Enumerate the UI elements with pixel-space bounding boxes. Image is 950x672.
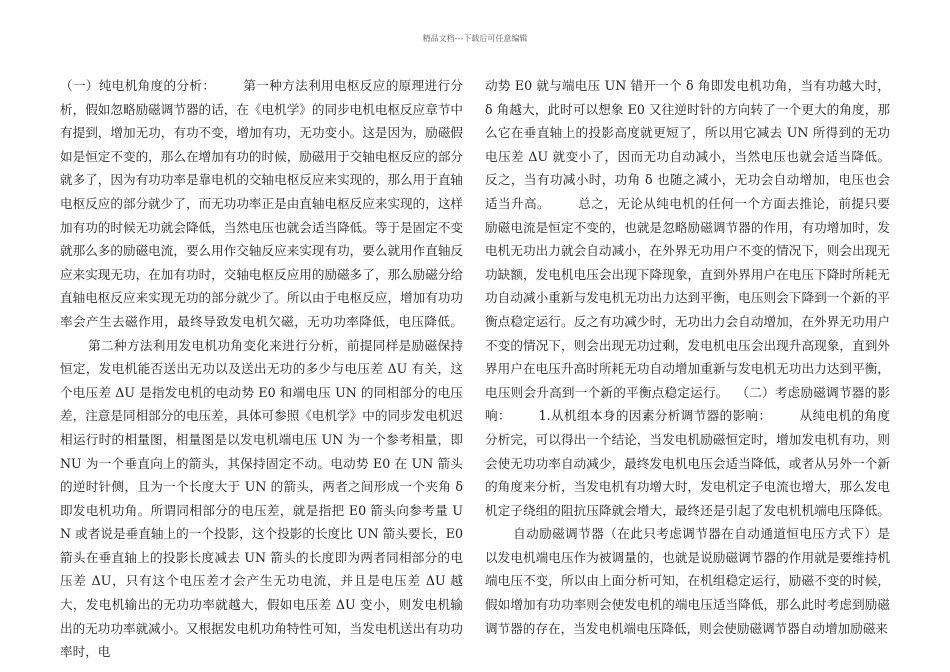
paragraph-summary: 总之，无论从纯电机的任何一个方面去推论，前提只要励磁电流是恒定不变的，也就是忽略励磁调节器的作用，有功增加时，发电机无功出力就会自动减小，在外界无功用户不变的情况下，则会出现无功缺额，发电机电压会出现下降现象，直到外界用户在电压下降时所耗无功自动减小重新与发电机无功出力达到平衡，电压则会下降到一个新的平衡点稳定运行。反之有功减少时，无功出力会自动增加，在外界无功用户不变的情况下，则会出现无功过剩，发电机电压会出现升高现象，直到外界用户在电压升高时所耗无功自动增加重新与发电机无功出力达到平衡，电压则会升高到一个新的平衡点稳定运行。 [485, 195, 891, 400]
section-heading-excitation-regulator: （二）考虑励磁调节器的影响： [485, 384, 891, 424]
paragraph-power-angle: 第二种方法利用发电机功角变化来进行分析，前提同样是励磁保持恒定，发电机能否送出无功以及送出无功的多少与电压差 ΔU 有关，这个电压差 ΔU 是指发电机的电动势 E0 和端电压 UN 的同相部分的电压差，注意是同相部分的电压差，具体可参照《电机学》中的同步发电机迟相运行时的相量图，相量图是以发电机端电压 UN 为一个参考相量，即 NU 为一个垂直向上的箭头，其保持固定不动。电动势 E0 在 UN 箭头的逆时针侧，且为一个长度大于 UN 的箭头，两者之间形成一个夹角 δ 即发电机功角。所谓同相部分的电压差，就是指把 E0 箭头向参考量 UN 或者说是垂直轴上的一个投影，这个投影的长度比 UN 箭头要长，E0 箭头在垂直轴上的投影长度减去 UN 箭头的长度即为两者同相部分的电压差 ΔU，只有这个电压差才会产生无功电流，并且是电压差 ΔU 越大，发电机输出的无功功率就越大，假如电压差 ΔU 变小，则发电机输出的无功功率就减小。又根据发电机功角特性可知，当发电机送出有功功率时，电 [60, 337, 463, 660]
page-header: 精品文档---下载后可任意编辑 [422, 34, 528, 43]
right-column [485, 74, 891, 636]
paragraph-auto-excitation: 自动励磁调节器（在此只考虑调节器在自动通道恒电压方式下）是以发电机端电压作为被调量的，也就是说励磁调节器的作用就是要维持机端电压不变，所以由上面分析可知，在机组稳定运行，励磁不变的时候，假如增加有功功率则会使发电机的端电压适当降低，那么此时考虑到励磁调节器的存在，当发电机端电压降低，则会使励磁调节器自动增加励磁来 [485, 526, 890, 636]
paragraph-power-angle-continued: 动势 E0 就与端电压 UN 错开一个 δ 角即发电机功角，当有功越大时，δ 角越大，此时可以想象 E0 又往逆时针的方向转了一个更大的角度，那么它在垂直轴上的投影高度就更短了，所以用它减去 UN 所得到的无功电压差 ΔU 就变小了，因而无功自动减小，当然电压也就会适当降低。反之，当有功减小时，功角 δ 也随之减小，无功会自动增加，电压也会适当升高。 [485, 78, 890, 211]
section-heading-pure-motor: （一）纯电机角度的分析： [60, 78, 216, 93]
subheading-unit-factors: 1.从机组本身的因素分析调节器的影响： [538, 408, 772, 424]
left-column [60, 74, 464, 660]
paragraph-armature-reaction: 第一种方法利用电枢反应的原理进行分析，假如忽略励磁调节器的话，在《电机学》的同步电机电枢反应章节中有提到，增加无功，有功不变，增加有功，无功变小。这是因为，励磁假如是恒定不变的，那么在增加有功的时候，励磁用于交轴电枢反应的部分就多了，因为有功功率是靠电机的交轴电枢反应来实现的，那么用于直轴电枢反应的部分就少了，而无功功率正是由直轴电枢反应来实现的，这样加有功的时候无功就会降低，当然电压也就会适当降低。等于是固定不变就那么多的励磁电流，要么用作交轴反应来实现有功，要么就用作直轴反应来实现无功，在加有功时，交轴电枢反应用的励磁多了，那么励磁分给直轴电枢反应来实现无功的部分就少了。所以由于电枢反应，增加有功功率会产生去磁作用，最终导致发电机欠磁，无功功率降低，电压降低。 [60, 78, 464, 329]
paragraph-conclusion: 从纯电机的角度分析完，可以得出一个结论，当发电机励磁恒定时，增加发电机有功，则会使无功功率自动减少，最终发电机电压会适当降低，或者从另外一个新的角度来分析，当发电机有功增大时，发电机定子电流也增大，那么发电机定子绕组的阻抗压降就会增大，最终还是引起了发电机机端电压降低。 [485, 408, 890, 518]
